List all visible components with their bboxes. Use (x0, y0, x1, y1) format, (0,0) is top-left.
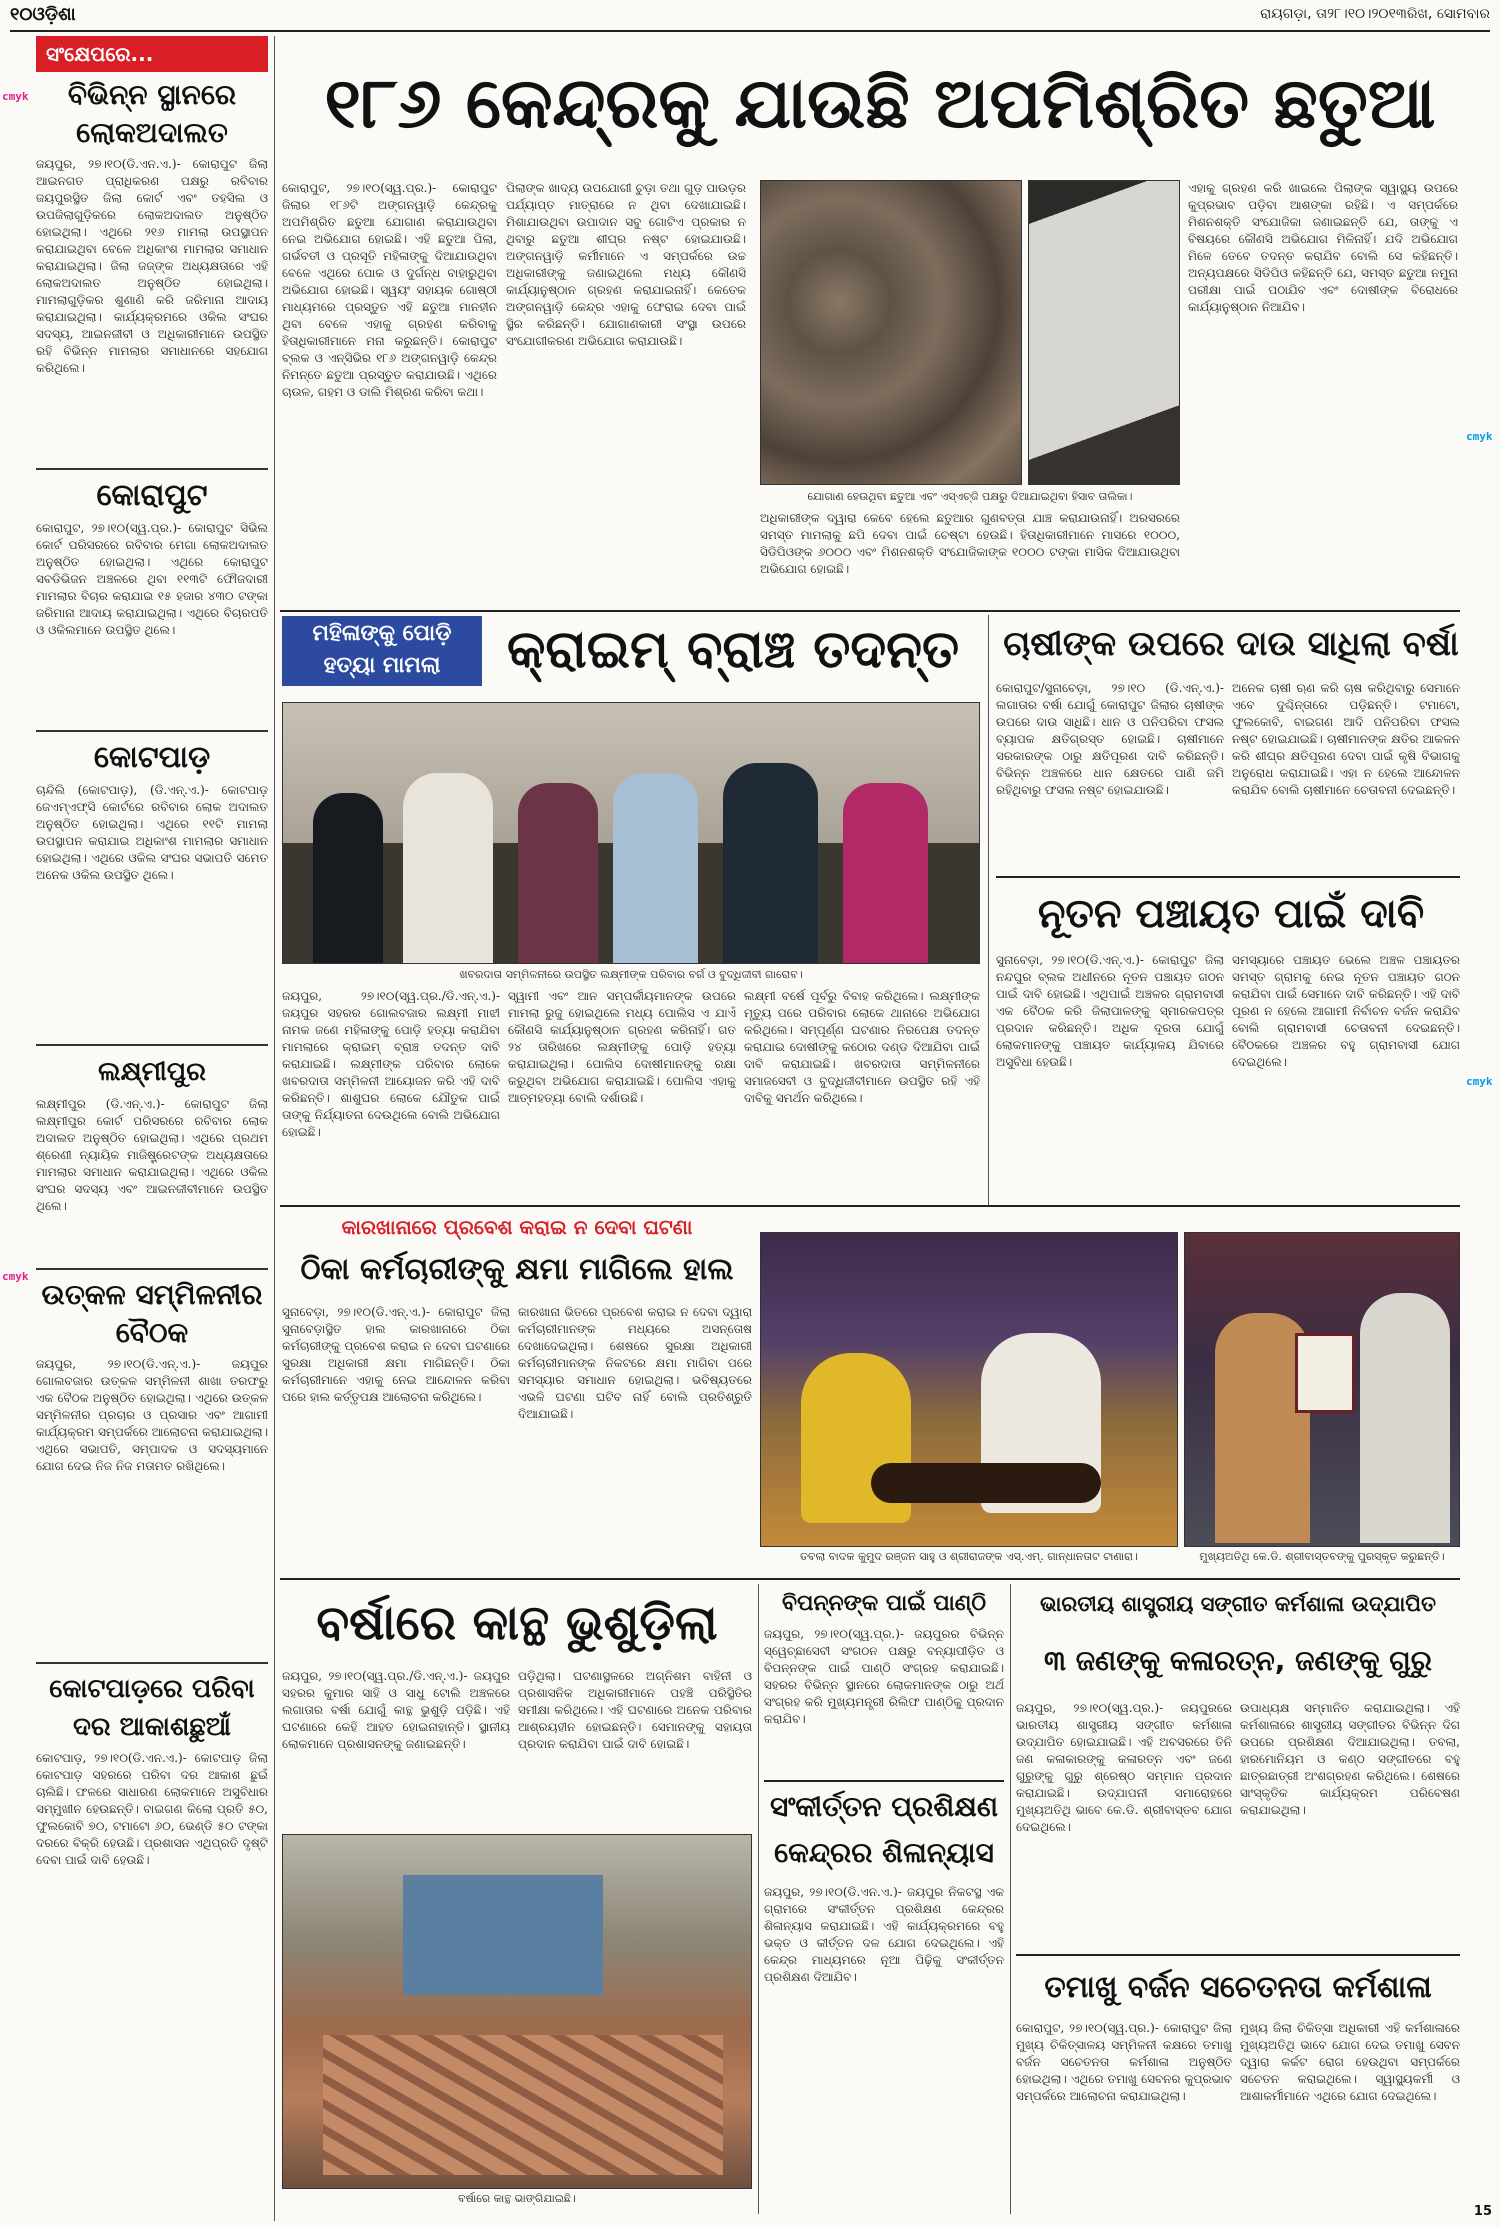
crime-headline: କ୍ରାଇମ୍ ବ୍ରାଞ୍ଚ ତଦନ୍ତ (506, 620, 960, 680)
collapsed-wall-photo (282, 1834, 752, 2189)
panchayat-col-1: ସୁନାବେଡ଼ା, ୨୭।୧୦(ଡି.ଏନ୍.ଏ.)- କୋରାପୁଟ ଜିଲା ନନ୍ଦପୁର ବ୍ଲକ ଅଧୀନରେ ନୂତନ ପଞ୍ଚାୟତ ଗଠନ ପାଇଁ ଦାବି ହୋଇଛି। ଏଥିପାଇଁ ଅଞ୍ଚଳର ଗ୍ରାମବାସୀ ଏକ ବୈଠକ କରି ଜିଲାପାଳଙ୍କୁ ସ୍ମାରକପତ୍ର ପ୍ରଦାନ କରିଛନ୍ତି। ଅଧିକ ଦୂରତା ଯୋଗୁଁ ଲୋକମାନଙ୍କୁ ପଞ୍ଚାୟତ କାର୍ଯ୍ୟାଳୟ ଯିବାରେ ଅସୁବିଧା ହେଉଛି। (996, 953, 1224, 1069)
award-photo (1184, 1232, 1460, 1547)
crime-tag (282, 616, 482, 686)
tobacco-headline: ତମାଖୁ ବର୍ଜନ ସଚେତନତା କର୍ମଶାଳା (1044, 1970, 1432, 2005)
farmers-col-2: ଅନେକ ଚାଷୀ ଋଣ କରି ଚାଷ କରିଥିବାରୁ ସେମାନେ ଏବେ ଦୁଶ୍ଚିନ୍ତାରେ ପଡ଼ିଛନ୍ତି। ଟମାଟୋ, ଫୁଲକୋବି, ବାଇଗଣ ଆଦି ପନିପରିବା ଫସଲ ନଷ୍ଟ ହୋଇଯାଇଛି। ଚାଷୀମାନଙ୍କ କ୍ଷତିର ଆକଳନ କରି ଶୀଘ୍ର କ୍ଷତିପୂରଣ ଦେବା ପାଇଁ କୃଷି ବିଭାଗକୁ ଅନୁରୋଧ କରାଯାଇଛି। ଏହା ନ ହେଲେ ଆନ୍ଦୋଳନ କରାଯିବ ବୋଲି ଚାଷୀମାନେ ଚେତାବନୀ ଦେଇଛନ୍ତି। (1232, 681, 1460, 797)
person-2 (403, 773, 493, 963)
sidebar-heading: କୋଟପାଡ଼ (93, 740, 211, 775)
classical-col-1: ଜୟପୁର, ୨୭।୧୦(ସ୍ୱ.ପ୍ର.)- ଜୟପୁରରେ ଭାରତୀୟ ଶାସ୍ତ୍ରୀୟ ସଙ୍ଗୀତ କର୍ମଶାଳା ଉଦ୍‌ଯାପିତ ହୋଇଯାଇଛି। ଏହି ଅବସରରେ ତିନି ଜଣ କଳାକାରଙ୍କୁ କଳାରତ୍ନ ଏବଂ ଜଣେ ଗୁରୁଙ୍କୁ ଗୁରୁ ଶ୍ରେଷ୍ଠ ସମ୍ମାନ ପ୍ରଦାନ କରାଯାଇଛି। ଉଦ୍‌ଯାପନୀ ସମାରୋହରେ ମୁଖ୍ୟଅତିଥି ଭାବେ କେ.ଡି. ଶ୍ରୀବାସ୍ତବ ଯୋଗ ଦେଇଥିଲେ। (1016, 1701, 1232, 1834)
crime-photo-caption: ଖବରଦାତା ସମ୍ମିଳନୀରେ ଉପସ୍ଥିତ ଲକ୍ଷ୍ମୀଙ୍କ ପରିବାର ବର୍ଗ ଓ ବୁଦ୍ଧିଜୀବୀ ଗାରୋବ। (459, 968, 803, 981)
lead-col-2: ପିଲାଙ୍କ ଖାଦ୍ୟ ଉପଯୋଗୀ ଚୁଡ଼ା ତଥା ଗୁଡ଼ ପାଉଡ଼ର ପର୍ଯ୍ୟାପ୍ତ ମାତ୍ରାରେ ନ ଥିବା ଦେଖାଯାଇଛି। ମିଶାଯାଉଥିବା ଉପାଦାନ ସବୁ ଗୋଟିଏ ପ୍ରକାର ନ ଥିବାରୁ ଛତୁଆ ଶୀଘ୍ର ନଷ୍ଟ ହୋଇଯାଉଛି। ଅଙ୍ଗନୱାଡ଼ି କର୍ମୀମାନେ ଏ ସମ୍ପର୍କରେ ଉଚ୍ଚ ଅଧିକାରୀଙ୍କୁ ଜଣାଇଥିଲେ ମଧ୍ୟ କୌଣସି କାର୍ଯ୍ୟାନୁଷ୍ଠାନ ଗ୍ରହଣ କରାଯାଇନାହିଁ। କେତେକ ଅଙ୍ଗନୱାଡ଼ି କେନ୍ଦ୍ର ଏହାକୁ ଫେରାଇ ଦେବା ପାଇଁ ସ୍ଥିର କରିଛନ୍ତି। ଯୋଗାଣକାରୀ ସଂସ୍ଥା ଉପରେ ସଂଯୋଗୀକରଣ ଅଭିଯୋଗ କରାଯାଉଛି। (506, 181, 746, 348)
lead-photo-caption: ଯୋଗାଣ ହେଉଥିବା ଛତୁଆ ଏବଂ ଏସ୍‌ଏଚ୍‌ଜି ପକ୍ଷରୁ ଦିଆଯାଇଥିବା ହିସାବ ତାଲିକା। (807, 490, 1133, 503)
person-4 (613, 773, 698, 963)
person-6 (843, 783, 928, 963)
rain-col-2: ପଡ଼ିଥିଲା। ଘଟଣାସ୍ଥଳରେ ଅଗ୍ନିଶମ ବାହିନୀ ଓ ପ୍ରଶାସନିକ ଅଧିକାରୀମାନେ ପହଞ୍ଚି ପରିସ୍ଥିତିର ସମୀକ୍ଷା କରିଥିଲେ। ଏହି ଘଟଣାରେ ଅନେକ ପରିବାର ଆଶ୍ରୟହୀନ ହୋଇଛନ୍ତି। ସେମାନଙ୍କୁ ସହାୟତା ପ୍ରଦାନ କରାଯିବା ପାଇଁ ଦାବି ହୋଇଛି। (518, 1669, 752, 1751)
sidebar (36, 36, 268, 2221)
cmyk-mark-right-2: cmyk (1466, 1075, 1493, 1088)
farmers-headline: ଚାଷୀଙ୍କ ଉପରେ ଦାଉ ସାଧିଲା ବର୍ଷା (1003, 624, 1459, 664)
tobacco-col-2: ମୁଖ୍ୟ ଜିଲା ଚିକିତ୍ସା ଅଧିକାରୀ ଏହି କର୍ମଶାଳାରେ ମୁଖ୍ୟଅତିଥି ଭାବେ ଯୋଗ ଦେଇ ତମାଖୁ ସେବନ ଦ୍ୱାରା କର୍କଟ ରୋଗ ହେଉଥିବା ସମ୍ପର୍କରେ ସଚେତନ କରାଇଥିଲେ। ସ୍ୱାସ୍ଥ୍ୟକର୍ମୀ ଓ ଆଶାକର୍ମୀମାନେ ଏଥିରେ ଯୋଗ ଦେଇଥିଲେ। (1240, 2021, 1460, 2103)
cmyk-mark-left-2: cmyk (2, 1270, 29, 1283)
factory-col-1: ସୁନାବେଡ଼ା, ୨୭।୧୦(ଡି.ଏନ୍.ଏ.)- କୋରାପୁଟ ଜିଲା ସୁନାବେଡ଼ାସ୍ଥିତ ହାଲ କାରଖାନାରେ ଠିକା କର୍ମଚାରୀଙ୍କୁ ପ୍ରବେଶ କରାଇ ନ ଦେବା ଘଟଣାରେ ସୁରକ୍ଷା ଅଧିକାରୀ କ୍ଷମା ମାଗିଛନ୍ତି। ଠିକା କର୍ମଚାରୀମାନେ ଏହାକୁ ନେଇ ଆନ୍ଦୋଳନ କରିବା ପରେ ହାଲ କର୍ତ୍ତୃପକ୍ଷ ଆଲୋଚନା କରିଥିଲେ। (282, 1305, 510, 1404)
lower-rule (280, 1578, 1460, 1580)
press-meet-photo (282, 702, 980, 964)
sidebar-text: କୋରାପୁଟ, ୨୭।୧୦(ସ୍ୱ.ପ୍ର.)- କୋରାପୁଟ ସିଭିଲ କୋର୍ଟ ପରିସରରେ ରବିବାର ମେଗା ଲୋକଅଦାଲତ ଅନୁଷ୍ଠିତ ହୋଇଥିଲା। ଏଥିରେ କୋରାପୁଟ ସବଡିଭିଜନ ଅଞ୍ଚଳରେ ଥିବା ୧୧୩ଟି ଫୌଜଦାରୀ ମାମଲାର ବିଚାର କରାଯାଇ ୧୫ ହଜାର ୪୩୦ ଟଙ୍କା ଜରିମାନା ଆଦାୟ କରାଯାଇଥିଲା। ଏଥିରେ ବିଚାରପତି ଓ ଓକିଲମାନେ ଉପସ୍ଥିତ ଥିଲେ। (36, 521, 268, 637)
sidebar-heading: ଲକ୍ଷ୍ମୀପୁର (98, 1057, 206, 1087)
sidebar-item (36, 738, 268, 1038)
presenter (1360, 1293, 1450, 1543)
cmyk-mark-left: cmyk (2, 90, 29, 103)
crime-col-2: ସ୍ୱାମୀ ଏବଂ ଆନ ସମ୍ପର୍କୀୟମାନଙ୍କ ଉପରେ ମାମଲା ରୁଜୁ ହୋଇଥିଲେ ମଧ୍ୟ ପୋଲିସ ଏ ଯାଏଁ କୌଣସି କାର୍ଯ୍ୟାନୁଷ୍ଠାନ ଗ୍ରହଣ କରିନାହିଁ। ଗତ ୨୪ ତାରିଖରେ ଲକ୍ଷ୍ମୀଙ୍କୁ ପୋଡ଼ି ହତ୍ୟା କରାଯାଇଥିଲା। ପୋଲିସ ଦୋଷୀମାନଙ୍କୁ ରକ୍ଷା କରୁଥିବା ଅଭିଯୋଗ କରାଯାଇଛି। ପୋଲିସ ଏହାକୁ ଆତ୍ମହତ୍ୟା ବୋଲି ଦର୍ଶାଉଛି। (508, 989, 736, 1105)
column-divider (988, 615, 989, 1205)
sankirtan-text: ଜୟପୁର, ୨୭।୧୦(ଡି.ଏନ.ଏ.)- ଜୟପୁର ନିକଟସ୍ଥ ଏକ ଗ୍ରାମରେ ସଂକୀର୍ତ୍ତନ ପ୍ରଶିକ୍ଷଣ କେନ୍ଦ୍ରର ଶିଳାନ୍ୟାସ କରାଯାଇଛି। ଏହି କାର୍ଯ୍ୟକ୍ରମରେ ବହୁ ଭକ୍ତ ଓ କୀର୍ତ୍ତନ ଦଳ ଯୋଗ ଦେଇଥିଲେ। ଏହି କେନ୍ଦ୍ର ମାଧ୍ୟମରେ ନୂଆ ପିଢ଼ିକୁ ସଂକୀର୍ତ୍ତନ ପ୍ରଶିକ୍ଷଣ ଦିଆଯିବ। (764, 1885, 1004, 1984)
person-3 (518, 783, 598, 963)
classical-kicker: ଭାରତୀୟ ଶାସ୍ତ୍ରୀୟ ସଙ୍ଗୀତ କର୍ମଶାଳା ଉଦ୍‌ଯାପିତ (1040, 1592, 1436, 1616)
lead-col-1: କୋରାପୁଟ, ୨୭।୧୦(ସ୍ୱ.ପ୍ର.)- କୋରାପୁଟ ଜିଲାର ୧୮୬ଟି ଅଙ୍ଗନୱାଡ଼ି କେନ୍ଦ୍ରକୁ ଅପମିଶ୍ରିତ ଛତୁଆ ଯୋଗାଣ କରାଯାଉଥିବା ନେଇ ଅଭିଯୋଗ ହୋଇଛି। ଏହି ଛତୁଆ ପିଲା, ଗର୍ଭବତୀ ଓ ପ୍ରସୂତି ମହିଳାଙ୍କୁ ଦିଆଯାଉଥିବା ବେଳେ ଏଥିରେ ପୋକ ଓ ଦୁର୍ଗନ୍ଧ ବାହାରୁଥିବା ଅଭିଯୋଗ ହୋଇଛି। ସ୍ୱୟଂ ସହାୟକ ଗୋଷ୍ଠୀ ମାଧ୍ୟମରେ ପ୍ରସ୍ତୁତ ଏହି ଛତୁଆ ମାନହୀନ ଥିବା ବେଳେ ଏହାକୁ ଗ୍ରହଣ କରିବାକୁ ହିତାଧିକାରୀମାନେ ମନା କରୁଛନ୍ତି। କୋରାପୁଟ ବ୍ଲକ ଓ ଏନ୍‌ସିଭିର ୧୮୬ ଅଙ୍ଗନୱାଡ଼ି କେନ୍ଦ୍ର ନିମନ୍ତେ ଛତୁଆ ପ୍ରସ୍ତୁତ କରାଯାଉଛି। ଏଥିରେ ଚାଉଳ, ଗହମ ଓ ଡାଲି ମିଶ୍ରଣ କରିବା କଥା। (282, 181, 497, 399)
ledger-photo (1028, 180, 1180, 485)
relief-headline: ବିପନ୍ନଙ୍କ ପାଇଁ ପାଣ୍ଠି (781, 1591, 987, 1616)
lead-col-4: ଏହାକୁ ଗ୍ରହଣ କରି ଖାଇଲେ ପିଲାଙ୍କ ସ୍ୱାସ୍ଥ୍ୟ ଉପରେ କୁପ୍ରଭାବ ପଡ଼ିବା ଆଶଙ୍କା ରହିଛି। ଏ ସମ୍ପର୍କରେ ମିଶନଶକ୍ତି ସଂଯୋଜିକା ଜଣାଇଛନ୍ତି ଯେ, ତାଙ୍କୁ ଏ ବିଷୟରେ କୌଣସି ଅଭିଯୋଗ ମିଳିନାହିଁ। ଯଦି ଅଭିଯୋଗ ମିଳେ ତେବେ ତଦନ୍ତ କରାଯିବ ବୋଲି ସେ କହିଛନ୍ତି। ଅନ୍ୟପକ୍ଷରେ ସିଡିପିଓ କହିଛନ୍ତି ଯେ, ସମସ୍ତ ଛତୁଆ ନମୁନା ପରୀକ୍ଷା ପାଇଁ ପଠାଯିବ ଏବଂ ଦୋଷୀଙ୍କ ବିରୋଧରେ କାର୍ଯ୍ୟାନୁଷ୍ଠାନ ନିଆଯିବ। (1188, 181, 1458, 314)
lead-col-3: ଅଧିକାରୀଙ୍କ ଦ୍ୱାରା କେବେ ହେଲେ ଛତୁଆର ଗୁଣବତ୍ତା ଯାଞ୍ଚ କରାଯାଉନାହିଁ। ଅରସରରେ ସମସ୍ତ ମାମଲାକୁ ଛପି ଦେବା ପାଇଁ ଚେଷ୍ଟା ହେଉଛି। ହିତାଧିକାରୀମାନେ ମାସରେ ୧୦୦୦, ସିଡିପିଓଙ୍କ ୬୦୦୦ ଏବଂ ମିଶନଶକ୍ତି ସଂଯୋଜିକାଙ୍କ ୧୦୦୦ ଟଙ୍କା ମାସିକ ଦିଆଯାଉଥିବା ଅଭିଯୋଗ ହୋଇଛି। (760, 511, 1180, 576)
sidebar-heading: ଉତ୍କଳ ସମ୍ମିଳନୀର ବୈଠକ (41, 1278, 263, 1349)
classical-col-2: ଉପାଧ୍ୟକ୍ଷ ସମ୍ମାନିତ କରାଯାଇଥିଲା। ଏହି କର୍ମଶାଳାରେ ଶାସ୍ତ୍ରୀୟ ସଙ୍ଗୀତର ବିଭିନ୍ନ ଦିଗ ଉପରେ ପ୍ରଶିକ୍ଷଣ ଦିଆଯାଇଥିଲା। ତବଲା, ହାରମୋନିୟମ ଓ କଣ୍ଠ ସଙ୍ଗୀତରେ ବହୁ ଛାତ୍ରଛାତ୍ରୀ ଅଂଶଗ୍ରହଣ କରିଥିଲେ। ଶେଷରେ ସାଂସ୍କୃତିକ କାର୍ଯ୍ୟକ୍ରମ ପରିବେଷଣ କରାଯାଇଥିଲା। (1240, 1701, 1460, 1817)
crime-col-3: ଲକ୍ଷ୍ମୀ ବର୍ଷେ ପୂର୍ବରୁ ବିବାହ କରିଥିଲେ। ଲକ୍ଷ୍ମୀଙ୍କ ମୃତ୍ୟୁ ପରେ ପରିବାର ଲୋକେ ଥାନାରେ ଅଭିଯୋଗ କରିଥିଲେ। ସମ୍ପୂର୍ଣ୍ଣ ଘଟଣାର ନିରପେକ୍ଷ ତଦନ୍ତ କରାଯାଇ ଦୋଷୀଙ୍କୁ କଠୋର ଦଣ୍ଡ ଦିଆଯିବା ପାଇଁ ଦାବି କରାଯାଇଛି। ଖବରଦାତା ସମ୍ମିଳନୀରେ ସମାଜସେବୀ ଓ ବୁଦ୍ଧିଜୀବୀମାନେ ଉପସ୍ଥିତ ରହି ଏହି ଦାବିକୁ ସମର୍ଥନ କରିଥିଲେ। (744, 989, 980, 1105)
house-wall (403, 1875, 603, 1995)
cmyk-mark-right-1: cmyk (1466, 430, 1493, 443)
factory-headline: ଠିକା କର୍ମଚାରୀଙ୍କୁ କ୍ଷମା ମାଗିଲେ ହାଲ (300, 1252, 734, 1287)
certificate (1295, 1333, 1355, 1413)
music-photo-caption-right: ମୁଖ୍ୟଅତିଥି କେ.ଡି. ଶ୍ରୀବାସ୍ତବଙ୍କୁ ପୁରସ୍କୃତ କରୁଛନ୍ତି। (1199, 1550, 1445, 1563)
factory-kicker: କାରଖାନାରେ ପ୍ରବେଶ କରାଇ ନ ଦେବା ଘଟଣା (341, 1215, 693, 1239)
sidebar-item (36, 1670, 268, 2221)
factory-col-2: କାରଖାନା ଭିତରେ ପ୍ରବେଶ କରାଇ ନ ଦେବା ଦ୍ୱାରା କର୍ମଚାରୀମାନଙ୍କ ମଧ୍ୟରେ ଅସନ୍ତୋଷ ଦେଖାଦେଇଥିଲା। ଶେଷରେ ସୁରକ୍ଷା ଅଧିକାରୀ କର୍ମଚାରୀମାନଙ୍କ ନିକଟରେ କ୍ଷମା ମାଗିବା ପରେ ସମସ୍ୟାର ସମାଧାନ ହୋଇଥିଲା। ଭବିଷ୍ୟତରେ ଏଭଳି ଘଟଣା ଘଟିବ ନାହିଁ ବୋଲି ପ୍ରତିଶ୍ରୁତି ଦିଆଯାଇଛି। (518, 1305, 752, 1421)
divider (36, 1662, 268, 1664)
sidebar-text: କୋଟପାଡ଼, ୨୭।୧୦(ଡି.ଏନ.ଏ.)- କୋଟପାଡ଼ ଜିଲା କୋଟପାଡ଼ ସହରରେ ପରିବା ଦର ଆକାଶ ଛୁଇଁ ଚାଲିଛି। ଫଳରେ ସାଧାରଣ ଲୋକମାନେ ଅସୁବିଧାର ସମ୍ମୁଖୀନ ହେଉଛନ୍ତି। ବାଇଗଣ କିଲୋ ପ୍ରତି ୫୦, ଫୁଲକୋବି ୭୦, ଟମାଟୋ ୬୦, ଭେଣ୍ଡି ୫୦ ଟଙ୍କା ଦରରେ ବିକ୍ରି ହେଉଛି। ପ୍ରଶାସନ ଏଥିପ୍ରତି ଦୃଷ୍ଟି ଦେବା ପାଇଁ ଦାବି ହେଉଛି। (36, 1751, 268, 1867)
sidebar-text: ଜୟପୁର, ୨୭।୧୦(ଡି.ଏନ୍.ଏ.)- ଜୟପୁର ଗୋଲବଜାର ଉତ୍କଳ ସମ୍ମିଳନୀ ଶାଖା ତରଫରୁ ଏକ ବୈଠକ ଅନୁଷ୍ଠିତ ହୋଇଥିଲା। ଏଥିରେ ଉତ୍କଳ ସମ୍ମିଳନୀର ପ୍ରଚାର ଓ ପ୍ରସାର ଏବଂ ଆଗାମୀ କାର୍ଯ୍ୟକ୍ରମ ସମ୍ପର୍କରେ ଆଲୋଚନା କରାଯାଇଥିଲା। ଏଥିରେ ସଭାପତି, ସମ୍ପାଦକ ଓ ସଦସ୍ୟମାନେ ଯୋଗ ଦେଇ ନିଜ ନିଜ ମତାମତ ରଖିଥିଲେ। (36, 1357, 268, 1473)
instrument (871, 1463, 1101, 1503)
farmers-col-1: କୋରାପୁଟ/ସୁନାବେଡ଼ା, ୨୭।୧୦ (ଡି.ଏନ୍.ଏ.)- ଲଗାତାର ବର୍ଷା ଯୋଗୁଁ କୋରାପୁଟ ଜିଲାର ଚାଷୀଙ୍କ ଉପରେ ଦାଉ ସାଧିଛି। ଧାନ ଓ ପନିପରିବା ଫସଲ ବ୍ୟାପକ କ୍ଷତିଗ୍ରସ୍ତ ହୋଇଛି। ଚାଷୀମାନେ ସରକାରଙ୍କ ଠାରୁ କ୍ଷତିପୂରଣ ଦାବି କରିଛନ୍ତି। ବିଭିନ୍ନ ଅଞ୍ଚଳରେ ଧାନ କ୍ଷେତରେ ପାଣି ଜମି ରହିଥିବାରୁ ଫସଲ ନଷ୍ଟ ହୋଇଯାଉଛି। (996, 681, 1224, 797)
relief-rule (764, 1780, 1004, 1782)
sidebar-item (36, 1052, 268, 1262)
sidebar-heading: କୋରାପୁଟ (96, 478, 208, 513)
crime-col-1: ଜୟପୁର, ୨୭।୧୦(ସ୍ୱ.ପ୍ର./ଡି.ଏନ୍.ଏ.)- ଜୟପୁର ସହରର ଗୋଲବଜାର ଲକ୍ଷ୍ମୀ ମାଝୀ ନାମକ ଜଣେ ମହିଳାଙ୍କୁ ପୋଡ଼ି ହତ୍ୟା କରାଯିବା ମାମଲାରେ କ୍ରାଇମ୍ ବ୍ରାଞ୍ଚ ତଦନ୍ତ ଦାବି କରାଯାଇଛି। ଲକ୍ଷ୍ମୀଙ୍କ ପରିବାର ଲୋକେ ଖବରଦାତା ସମ୍ମିଳନୀ ଆୟୋଜନ କରି ଏହି ଦାବି କରିଛନ୍ତି। ଶାଶୁଘର ଲୋକେ ଯୌତୁକ ପାଇଁ ତାଙ୍କୁ ନିର୍ଯ୍ୟାତନା ଦେଉଥିଲେ ବୋଲି ଅଭିଯୋଗ ହୋଇଛି। (282, 989, 500, 1139)
panchayat-headline: ନୂତନ ପଞ୍ଚାୟତ ପାଇଁ ଦାବି (1037, 891, 1425, 937)
sidebar-label: ସଂକ୍ଷେପରେ... (36, 36, 268, 72)
sidebar-item (36, 1276, 268, 1656)
divider (36, 468, 268, 470)
mid-rule (280, 1205, 1460, 1207)
sidebar-divider (274, 36, 275, 2221)
music-photo-caption-left: ତବଲା ବାଦକ କୁମୁଦ ରଞ୍ଜନ ସାହୁ ଓ ଶ୍ରୀରାଜଙ୍କ ଏସ୍.ଏମ୍. ଗାନ୍ଧାନତାଟ ଟାଣାରା। (800, 1550, 1138, 1563)
sidebar-item (36, 72, 268, 462)
lead-headline: ୧୮୬ କେନ୍ଦ୍ରକୁ ଯାଉଛି ଅପମିଶ୍ରିତ ଛତୁଆ (324, 62, 1436, 144)
chhatua-photo (760, 180, 1022, 485)
sidebar-heading: କୋଟପାଡ଼ରେ ପରିବା ଦର ଆକାଶଛୁଆଁ (49, 1674, 255, 1742)
person-1 (313, 793, 383, 963)
page-header (0, 0, 1500, 30)
tobacco-col-1: କୋରାପୁଟ, ୨୭।୧୦(ସ୍ୱ.ପ୍ର.)- କୋରାପୁଟ ଜିଲା ମୁଖ୍ୟ ଚିକିତ୍ସାଳୟ ସମ୍ମିଳନୀ କକ୍ଷରେ ତମାଖୁ ବର୍ଜନ ସଚେତନତା କର୍ମଶାଳା ଅନୁଷ୍ଠିତ ହୋଇଥିଲା। ଏଥିରେ ତମାଖୁ ସେବନର କୁପ୍ରଭାବ ସମ୍ପର୍କରେ ଆଲୋଚନା କରାଯାଇଥିଲା। (1016, 2021, 1232, 2103)
classical-rule (1016, 1954, 1460, 1956)
page-label: ୧୦ଓଡ଼ିଶା (10, 4, 76, 25)
person-5 (723, 763, 818, 963)
dateline: ରାୟଗଡ଼ା, ତା୨୮।୧୦।୨୦୧୩ରିଖ, ସୋମବାର (1260, 6, 1490, 22)
relief-text: ଜୟପୁର, ୨୭।୧୦(ସ୍ୱ.ପ୍ର.)- ଜୟପୁରର ବିଭିନ୍ନ ସ୍ୱେଚ୍ଛାସେବୀ ସଂଗଠନ ପକ୍ଷରୁ ବନ୍ୟାପୀଡ଼ିତ ଓ ବିପନ୍ନଙ୍କ ପାଇଁ ପାଣ୍ଠି ସଂଗ୍ରହ କରାଯାଇଛି। ସହରର ବିଭିନ୍ନ ସ୍ଥାନରେ ଲୋକମାନଙ୍କ ଠାରୁ ଅର୍ଥ ସଂଗ୍ରହ କରି ମୁଖ୍ୟମନ୍ତ୍ରୀ ରିଲିଫ ପାଣ୍ଠିକୁ ପ୍ରଦାନ କରାଯିବ। (764, 1627, 1004, 1726)
sankirtan-headline: ସଂକୀର୍ତ୍ତନ ପ୍ରଶିକ୍ଷଣ କେନ୍ଦ୍ରର ଶିଳାନ୍ୟାସ (769, 1790, 998, 1869)
sidebar-text: ଚାନ୍ଦିଲି (କୋଟପାଡ଼), (ଡି.ଏନ୍.ଏ.)- କୋଟପାଡ଼ ଜେଏମ୍‌ଏଫ୍‌ସି କୋର୍ଟରେ ରବିବାର ଲୋକ ଅଦାଲତ ଅନୁଷ୍ଠିତ ହୋଇଥିଲା। ଏଥିରେ ୧୧ଟି ମାମଲା ଉପସ୍ଥାପନ କରାଯାଇ ଅଧିକାଂଶ ମାମଲାର ସମାଧାନ ହୋଇଥିଲା। ଏଥିରେ ଓକିଲ ସଂଘର ସଭାପତି ସମେତ ଅନେକ ଓକିଲ ଉପସ୍ଥିତ ଥିଲେ। (36, 783, 268, 882)
divider (36, 1044, 268, 1046)
sidebar-item (36, 476, 268, 724)
page-number: 15 (1473, 2204, 1492, 2219)
rain-photo-caption: ବର୍ଷାରେ କାନ୍ଥ ଭାଙ୍ଗିଯାଇଛି। (458, 2192, 576, 2205)
divider (36, 730, 268, 732)
crime-tag-line: ହତ୍ୟା ମାମଲା (323, 653, 441, 678)
rain-headline: ବର୍ଷାରେ କାନ୍ଥ ଭୁଶୁଡ଼ିଲା (316, 1595, 718, 1651)
sidebar-text: ଜୟପୁର, ୨୭।୧୦(ଡି.ଏନ.ଏ.)- କୋରାପୁଟ ଜିଲା ଆଇନଗତ ପ୍ରାଧିକରଣ ପକ୍ଷରୁ ରବିବାର ଜୟପୁରସ୍ଥିତ ଜିଲା କୋର୍ଟ ଏବଂ ତହସିଲ ଓ ଉପଜିଲାଗୁଡ଼ିକରେ ଲୋକଅଦାଲତ ଅନୁଷ୍ଠିତ ହୋଇଥିଲା। ଏଥିରେ ୨୧୬ ମାମଲା ଉପସ୍ଥାପନ କରାଯାଇଥିବା ବେଳେ ଅଧିକାଂଶ ମାମଲାର ସମାଧାନ କରାଯାଇଥିଲା। ଜିଲା ଜଜ୍‌ଙ୍କ ଅଧ୍ୟକ୍ଷତାରେ ଏହି ଲୋକଅଦାଲତ ଅନୁଷ୍ଠିତ ହୋଇଥିଲା। ମାମଲାଗୁଡ଼ିକର ଶୁଣାଣି କରି ଜରିମାନା ଆଦାୟ କରାଯାଇଥିଲା। କାର୍ଯ୍ୟକ୍ରମରେ ଓକିଲ ସଂଘର ସଦସ୍ୟ, ଆଇନଜୀବୀ ଓ ଅଧିକାରୀମାନେ ଉପସ୍ଥିତ ରହି ବିଭିନ୍ନ ମାମଲାର ସମାଧାନରେ ସହଯୋଗ କରିଥିଲେ। (36, 157, 268, 375)
sidebar-text: ଲକ୍ଷ୍ମୀପୁର (ଡି.ଏନ୍.ଏ.)- କୋରାପୁଟ ଜିଲା ଲକ୍ଷ୍ମୀପୁର କୋର୍ଟ ପରିସରରେ ରବିବାର ଲୋକ ଅଦାଲତ ଅନୁଷ୍ଠିତ ହୋଇଥିଲା। ଏଥିରେ ପ୍ରଥମ ଶ୍ରେଣୀ ନ୍ୟାୟିକ ମାଜିଷ୍ଟ୍ରେଟଙ୍କ ଅଧ୍ୟକ୍ଷତାରେ ମାମଲାର ସମାଧାନ କରାଯାଇଥିଲା। ଏଥିରେ ଓକିଲ ସଂଘର ସଦସ୍ୟ ଏବଂ ଆଇନଜୀବୀମାନେ ଉପସ୍ଥିତ ଥିଲେ। (36, 1097, 268, 1213)
farmers-rule (996, 876, 1460, 878)
rubble (323, 2035, 723, 2175)
classical-headline: ୩ ଜଣଙ୍କୁ କଳାରତ୍ନ, ଜଣଙ୍କୁ ଗୁରୁ (1043, 1644, 1433, 1677)
column-divider (1010, 1584, 1011, 2214)
crime-tag-line: ମହିଳାଙ୍କୁ ପୋଡ଼ି (312, 621, 452, 646)
tabla-performance-photo (760, 1232, 1178, 1547)
panchayat-col-2: ସମସ୍ୟାରେ ପଞ୍ଚାୟତ ଭେଲେ ଅଞ୍ଚଳ ପଞ୍ଚାୟତର ସମସ୍ତ ଗ୍ରାମକୁ ନେଇ ନୂତନ ପଞ୍ଚାୟତ ଗଠନ କରାଯିବା ପାଇଁ ସେମାନେ ଦାବି କରିଛନ୍ତି। ଏହି ଦାବି ପୂରଣ ନ ହେଲେ ଆଗାମୀ ନିର୍ବାଚନ ବର୍ଜନ କରାଯିବ ବୋଲି ଗ୍ରାମବାସୀ ଚେତାବନୀ ଦେଇଛନ୍ତି। ବୈଠକରେ ଅଞ୍ଚଳର ବହୁ ଗ୍ରାମବାସୀ ଯୋଗ ଦେଇଥିଲେ। (1232, 953, 1460, 1069)
sidebar-heading: ବିଭିନ୍ନ ସ୍ଥାନରେ ଲୋକଅଦାଲତ (67, 78, 237, 149)
rain-col-1: ଜୟପୁର, ୨୭।୧୦(ସ୍ୱ.ପ୍ର./ଡି.ଏନ୍.ଏ.)- ଜୟପୁର ସହରର କୁମାର ସାହି ଓ ସାଧୁ ଟୋଲି ଅଞ୍ଚଳରେ ଲଗାତାର ବର୍ଷା ଯୋଗୁଁ କାନ୍ଥ ଭୁଶୁଡ଼ି ପଡ଼ିଛି। ଏହି ଘଟଣାରେ କେହି ଆହତ ହୋଇନାହାନ୍ତି। ସ୍ଥାନୀୟ ଲୋକମାନେ ପ୍ରଶାସନଙ୍କୁ ଜଣାଇଛନ୍ତି। (282, 1669, 510, 1751)
column-divider (758, 1584, 759, 2214)
header-rule (10, 30, 1490, 32)
divider (36, 1268, 268, 1270)
